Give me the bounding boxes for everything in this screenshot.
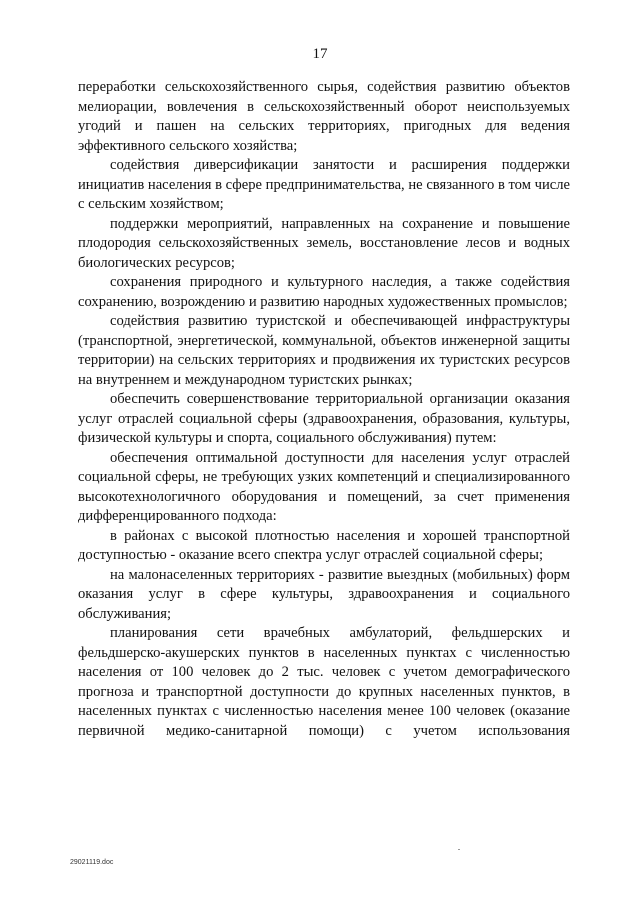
document-body bbox=[78, 78, 570, 741]
paragraph-2: содействия диверсификации занятости и расширения поддержки инициатив населения в сфере предпринимательства, не связанного в том числе с сельским хозяйством; bbox=[78, 157, 570, 212]
page-number: 17 bbox=[312, 46, 328, 62]
paragraph-10: планирования сети врачебных амбулаторий, фельдшерских и фельдшерско-акушерских пунктов в населенных пунктах с численностью населения от 100 человек до 2 тыс. человек с учетом демографического прогноза и транспортной доступности до крупных населенных пунктов, в населенных пунктах с численностью населения менее 100 человек (оказание первичной медико-санитарной помощи) с учетом использования bbox=[78, 625, 570, 739]
paragraph-3: поддержки мероприятий, направленных на сохранение и повышение плодородия сельскохозяйственных земель, восстановление лесов и водных биологических ресурсов; bbox=[78, 215, 570, 271]
paragraph-8: в районах с высокой плотностью населения и хорошей транспортной доступностью - оказание всего спектра услуг отраслей социальной сферы; bbox=[78, 527, 570, 563]
scan-speck bbox=[458, 849, 460, 850]
paragraph-5: содействия развитию туристской и обеспечивающей инфраструктуры (транспортной, энергетической, коммунальной, объектов инженерной защиты территории) на сельских территориях и продвижения их туристских ресурсов на внутреннем и международном туристских рынках; bbox=[78, 313, 570, 388]
footer-file-code: 29021119.doc bbox=[70, 859, 114, 866]
paragraph-7: обеспечения оптимальной доступности для населения услуг отраслей социальной сферы, не требующих узких компетенций и специализированного высокотехнологичного оборудования и помещений, за счет применения дифференцированного подхода: bbox=[78, 449, 570, 524]
paragraph-6: обеспечить совершенствование территориальной организации оказания услуг отраслей социальной сферы (здравоохранения, образования, культуры, физической культуры и спорта, социального обслуживания) путем: bbox=[78, 391, 570, 446]
paragraph-9: на малонаселенных территориях - развитие выездных (мобильных) форм оказания услуг в сфере культуры, здравоохранения и социального обслуживания; bbox=[78, 566, 570, 622]
paragraph-1: переработки сельскохозяйственного сырья, содействия развитию объектов мелиорации, вовлечения в сельскохозяйственный оборот неиспользуемых угодий и пашен на сельских территориях, пригодных для ведения эффективного сельского хозяйства; bbox=[78, 79, 570, 154]
paragraph-4: сохранения природного и культурного наследия, а также содействия сохранению, возрождению и развитию народных художественных промыслов; bbox=[78, 274, 570, 310]
